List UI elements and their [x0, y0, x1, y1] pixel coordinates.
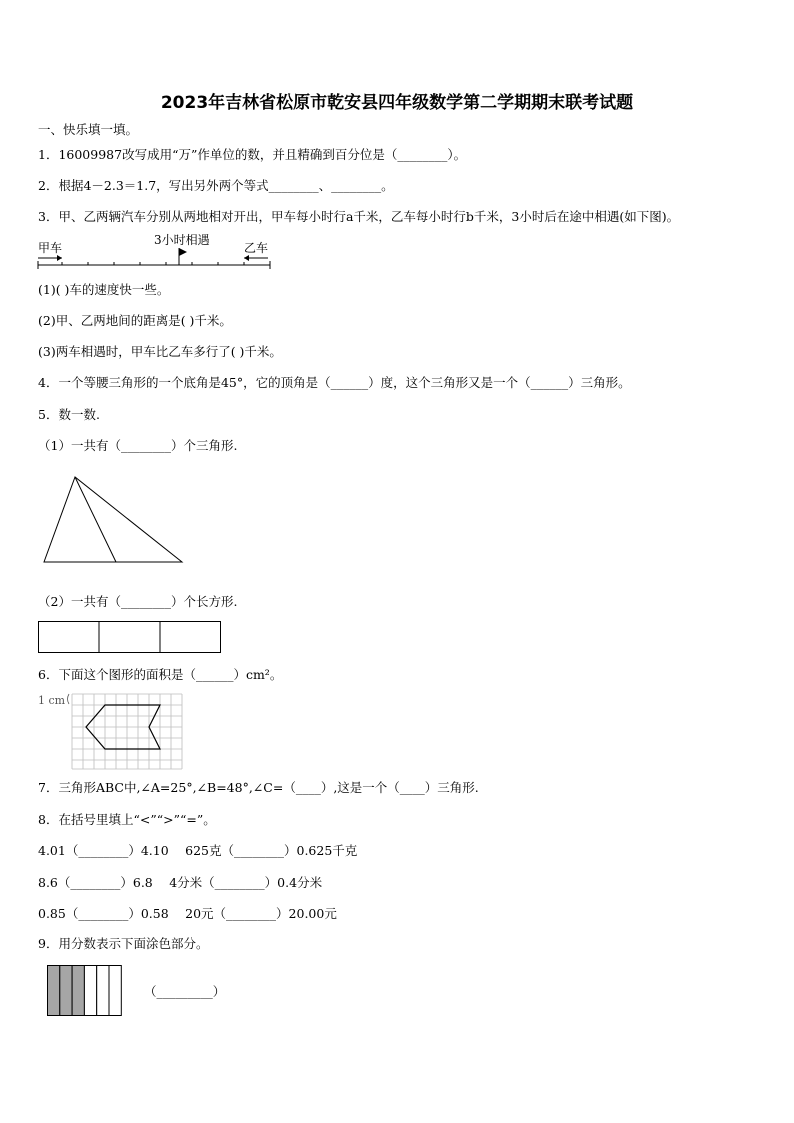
unshaded-cell	[97, 966, 109, 1016]
question-5-1: （1）一共有（________）个三角形.	[38, 438, 238, 453]
question-8: 8．在括号里填上“<”“>”“=”。	[38, 812, 216, 827]
q3-travel-diagram	[34, 232, 284, 272]
question-1: 1．16009987改写成用“万”作单位的数，并且精确到百分位是（________）。	[38, 147, 467, 162]
shaded-cell	[72, 966, 84, 1016]
car-b-arrow-head	[244, 255, 249, 261]
question-9-answer-blank: （_________）	[144, 984, 226, 999]
dividing-line	[75, 477, 116, 562]
fraction-bar-figure	[46, 964, 124, 1018]
shaded-cell	[60, 966, 72, 1016]
question-9: 9．用分数表示下面涂色部分。	[38, 936, 209, 951]
meet-label: 3小时相遇	[154, 233, 210, 247]
triangle-figure	[40, 474, 188, 568]
unit-label: 1 cm	[38, 694, 66, 707]
unit-brace	[68, 694, 70, 704]
question-6: 6．下面这个图形的面积是（______）cm²。	[38, 667, 283, 682]
question-4: 4．一个等腰三角形的一个底角是45°，它的顶角是（______）度，这个三角形又是一个（______）三角形。	[38, 375, 631, 390]
section-heading: 一、快乐填一填。	[38, 122, 139, 137]
page-title: 2023年吉林省松原市乾安县四年级数学第二学期期末联考试题	[160, 93, 634, 113]
question-3: 3．甲、乙两辆汽车分别从两地相对开出，甲车每小时行a千米，乙车每小时行b千米，3小时后在途中相遇(如下图)。	[38, 209, 680, 224]
question-2: 2．根据4－2.3＝1.7，写出另外两个等式________、________。	[38, 178, 394, 193]
question-3-1: (1)( )车的速度快一些。	[38, 282, 170, 297]
question-5-2: （2）一共有（________）个长方形.	[38, 594, 238, 609]
car-a-label: 甲车	[38, 241, 63, 255]
shaded-cell	[48, 966, 60, 1016]
question-5: 5．数一数.	[38, 407, 100, 422]
unshaded-cell	[84, 966, 96, 1016]
outer-rectangle	[39, 622, 221, 653]
fraction-cells	[48, 966, 122, 1016]
question-7: 7．三角形ABC中,∠A=25°,∠B=48°,∠C=（____）,这是一个（____）三角形.	[38, 780, 479, 795]
question-8-row-1: 4.01（________）4.10 625克（________）0.625千克	[38, 843, 358, 858]
unshaded-cell	[109, 966, 121, 1016]
car-a-arrow-head	[57, 255, 62, 261]
question-3-2: (2)甲、乙两地间的距离是( )千米。	[38, 313, 232, 328]
question-3-3: (3)两车相遇时，甲车比乙车多行了( )千米。	[38, 344, 282, 359]
outer-triangle	[44, 477, 182, 562]
car-b-label: 乙车	[244, 241, 269, 255]
rectangles-figure	[37, 620, 223, 656]
question-8-row-3: 0.85（________）0.58 20元（________）20.00元	[38, 906, 337, 921]
flag-icon	[179, 248, 187, 256]
question-8-row-2: 8.6（________）6.8 4分米（________）0.4分米	[38, 875, 323, 890]
grid-shape-figure	[38, 690, 188, 772]
